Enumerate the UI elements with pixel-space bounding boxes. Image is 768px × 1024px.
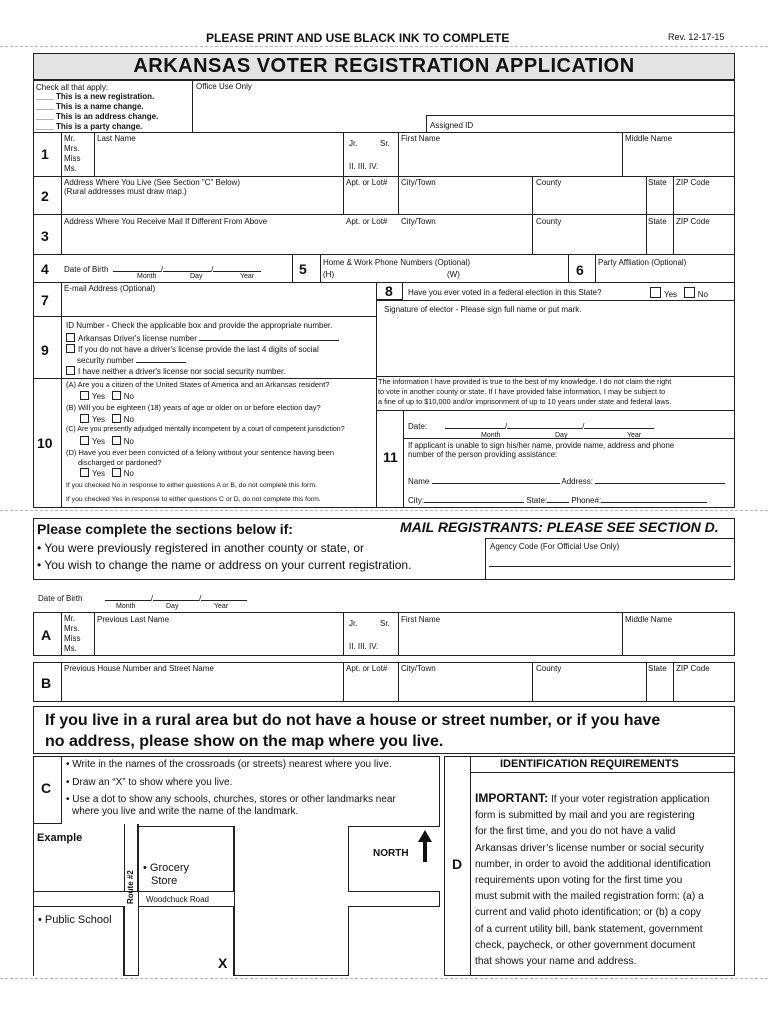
dob-blank — [201, 592, 247, 601]
dob-blank — [163, 263, 211, 272]
id-req-line: number, in order to avoid the additional identification — [475, 858, 711, 870]
title-ms: Ms. — [64, 164, 77, 173]
id-requirements-title: IDENTIFICATION REQUIREMENTS — [500, 758, 679, 770]
lower-dob-label: Date of Birth — [38, 594, 83, 603]
lower-dob-field[interactable]: Date of Birth / / — [38, 592, 247, 603]
jr-label: Jr. — [349, 139, 358, 148]
divider — [343, 662, 344, 702]
woodchuck-road-label: Woodchuck Road — [146, 895, 209, 904]
title-ms: Ms. — [64, 644, 77, 653]
map-block — [348, 906, 440, 976]
row-line — [403, 438, 735, 439]
divider — [192, 80, 193, 132]
assistant-name-label: Name — [408, 477, 430, 486]
id-requirements-text — [475, 790, 733, 970]
section-number: 8 — [385, 283, 393, 299]
row-line — [376, 410, 735, 411]
no-label: No — [123, 469, 134, 478]
check-all-label: Check all that apply: — [36, 83, 109, 92]
county-label: County — [536, 178, 562, 187]
checkbox[interactable] — [66, 366, 75, 375]
mail-registrants-note: MAIL REGISTRANTS: PLEASE SEE SECTION D. — [400, 519, 719, 535]
section-letter: A — [41, 627, 52, 643]
suffix-options: II. III. IV. — [349, 162, 379, 171]
lower-dob-day: Day — [166, 603, 179, 610]
row-line — [33, 214, 735, 215]
school-label: • Public School — [38, 914, 112, 926]
option-label: This is a party change. — [56, 122, 143, 131]
divider — [568, 254, 569, 282]
divider — [470, 756, 471, 976]
checkbox[interactable] — [66, 344, 75, 353]
option-label: This is a name change. — [56, 102, 144, 111]
title-miss: Miss — [64, 154, 81, 163]
zip-label: ZIP Code — [676, 217, 710, 226]
county-label: County — [536, 217, 562, 226]
lower-bullet-2: • You wish to change the name or address on your current registration. — [37, 558, 412, 572]
divider — [646, 662, 647, 702]
assistant-state-label: State: — [526, 496, 548, 505]
section-number: 5 — [299, 261, 307, 277]
center-divider — [376, 282, 377, 508]
federal-election-answers[interactable] — [650, 287, 708, 299]
id-option-label: security number — [77, 356, 134, 365]
lower-heading: Please complete the sections below if: — [37, 521, 293, 537]
grocery-label: • Grocery — [143, 862, 190, 874]
yes-label: Yes — [664, 290, 678, 299]
no-label: No — [123, 437, 134, 446]
lower-bullet-1: • You were previously registered in another county or state, or — [37, 541, 365, 555]
apt-label: Apt. or Lot# — [346, 217, 388, 226]
divider — [673, 662, 674, 702]
section-number: 9 — [41, 342, 49, 358]
important-label: IMPORTANT: — [475, 791, 549, 805]
id-blank — [136, 354, 186, 363]
id-blank — [199, 332, 339, 341]
north-arrow-icon — [418, 830, 432, 867]
id-option-drivers-license[interactable] — [66, 332, 339, 343]
divider — [61, 662, 62, 702]
id-req-line: must submit with the mailed registration form: (a) a — [475, 891, 704, 903]
mail-address-label: Address Where You Receive Mail If Different From Above — [64, 217, 268, 226]
checkbox-no[interactable] — [112, 468, 121, 477]
first-name-input[interactable] — [399, 133, 622, 176]
previous-house-label: Previous House Number and Street Name — [64, 664, 214, 673]
id-option-label: Arkansas Driver's license number — [78, 334, 197, 343]
row-line — [33, 176, 735, 177]
route-edge — [124, 906, 125, 976]
question-a-answers[interactable] — [80, 391, 134, 401]
zip-label: ZIP Code — [676, 178, 710, 187]
section-number: 10 — [37, 435, 53, 451]
example-label: Example — [37, 832, 83, 844]
yes-label: Yes — [92, 415, 106, 424]
assistant-blank — [595, 475, 725, 484]
num-column-line — [61, 132, 62, 254]
divider — [343, 612, 344, 656]
home-x-mark: X — [218, 955, 228, 971]
id-req-line: of a current utility bill, bank statement, government — [475, 923, 703, 935]
rural-text-2: no address, please show on the map where you live. — [45, 733, 444, 750]
dob-field[interactable]: Date of Birth / / — [64, 263, 261, 274]
map-edge — [234, 826, 235, 976]
suffix-options: II. III. IV. — [349, 642, 379, 651]
id-option-label: I have neither a driver's license nor social security number. — [78, 367, 286, 376]
last-name-input[interactable] — [95, 133, 343, 176]
id-req-line: for the first time, and you do not have a valid — [475, 826, 676, 838]
checkbox-yes[interactable] — [80, 468, 89, 477]
middle-name-label: Middle Name — [625, 615, 673, 624]
federal-election-question: Have you ever voted in a federal election in this State? — [408, 288, 602, 297]
title-miss: Miss — [64, 634, 81, 643]
divider — [622, 132, 623, 176]
party-label: Party Affliation (Optional) — [598, 258, 687, 267]
dob-blank — [153, 592, 199, 601]
question-d-cont: discharged or pardoned? — [78, 458, 162, 467]
dob-blank — [213, 263, 261, 272]
section-letter: C — [41, 780, 52, 796]
sr-label: Sr. — [380, 139, 390, 148]
date-blank — [445, 420, 505, 429]
last-name-label: Last Name — [97, 134, 136, 143]
option-address-change[interactable] — [36, 112, 158, 121]
section-letter: D — [452, 856, 463, 872]
assistant-city-field[interactable] — [408, 494, 707, 505]
title-mrs: Mrs. — [64, 624, 80, 633]
section-letter: B — [41, 675, 52, 691]
assistant-phone-label: Phone#: — [571, 496, 602, 505]
num-column-line — [61, 282, 62, 508]
declaration-line: The information I have provided is true to the best of my knowledge. I do not claim the right — [378, 377, 672, 386]
checkbox-no[interactable] — [112, 436, 121, 445]
county-label: County — [536, 664, 562, 673]
address-live-label: Address Where You Live (See Section "C" Below) — [64, 178, 240, 187]
ink-instruction: PLEASE PRINT AND USE BLACK INK TO COMPLETE — [206, 31, 510, 45]
dob-label: Date of Birth — [64, 265, 109, 274]
declaration-line: a fine of up to $10,000 and/or imprisonment of up to 10 years under state and federal laws. — [378, 397, 672, 406]
revision-label: Rev. 12-17-15 — [668, 32, 725, 42]
map-instruction-2: • Draw an “X” to show where you live. — [66, 777, 233, 788]
map-instruction-1: • Write in the names of the crossroads (or streets) nearest where you live. — [66, 759, 392, 770]
row-line — [33, 378, 376, 379]
lower-dob-month: Month — [116, 603, 136, 610]
phone-label: Home & Work Phone Numbers (Optional) — [323, 258, 471, 267]
question-a: (A) Are you a citizen of the United States of America and an Arkansas resident? — [66, 380, 330, 389]
question-c-answers[interactable] — [80, 436, 134, 446]
assistant-name-field[interactable] — [408, 475, 725, 486]
checkbox-yes[interactable] — [80, 436, 89, 445]
first-name-label: First Name — [401, 615, 441, 624]
first-name-label: First Name — [401, 134, 441, 143]
assistant-city-label: City: — [408, 496, 424, 505]
date-label: Date: — [408, 422, 428, 431]
apt-label: Apt. or Lot# — [346, 178, 388, 187]
previous-last-name-label: Previous Last Name — [97, 615, 170, 624]
title-options — [64, 614, 80, 654]
question-d-answers[interactable] — [80, 468, 134, 478]
option-blank: ____ — [36, 112, 54, 121]
option-party-change[interactable] — [36, 122, 142, 131]
zip-label: ZIP Code — [676, 664, 710, 673]
question-d: (D) Have you ever been convicted of a felony without your sentence having been — [66, 448, 335, 457]
date-blank — [584, 420, 654, 429]
note-c-d: If you checked Yes in response to either questions C or D, do not complete this form. — [66, 496, 321, 503]
checkbox[interactable] — [66, 333, 75, 342]
checkbox-yes[interactable] — [80, 391, 89, 400]
id-req-line: form is submitted by mail and you are registering — [475, 810, 695, 822]
signature-area[interactable] — [378, 316, 733, 374]
option-new-registration[interactable] — [36, 92, 154, 101]
assistant-address-label: Address: — [561, 477, 593, 486]
title-mr: Mr. — [64, 614, 76, 623]
email-label: E-mail Address (Optional) — [64, 284, 156, 293]
city-label: City/Town — [401, 217, 436, 226]
date-field[interactable]: Date: / / — [408, 420, 654, 431]
id-req-line: that shows your name and address. — [475, 956, 637, 968]
divider — [343, 132, 344, 214]
checkbox-no[interactable] — [112, 414, 121, 423]
store-label: Store — [151, 875, 178, 887]
state-label: State — [648, 178, 667, 187]
assistant-blank — [601, 494, 707, 503]
id-option-label: If you do not have a driver's license provide the last 4 digits of social — [78, 345, 319, 354]
yes-label: Yes — [92, 437, 106, 446]
title-mrs: Mrs. — [64, 144, 80, 153]
dob-blank — [105, 592, 151, 601]
section-number: 11 — [383, 449, 398, 465]
id-number-intro: ID Number - Check the applicable box and provide the appropriate number. — [66, 321, 333, 330]
rural-text-1: If you live in a rural area but do not have a house or street number, or if you have — [45, 712, 661, 729]
assistant-blank — [424, 494, 524, 503]
work-phone-label: (W) — [447, 270, 460, 279]
date-month-label: Month — [481, 432, 501, 439]
section-number: 3 — [41, 228, 49, 244]
id-req-line: If your voter registration application — [550, 794, 710, 805]
assistance-text: If applicant is unable to sign his/her name, provide name, address and phone — [408, 441, 675, 450]
row-line — [376, 300, 735, 301]
id-req-line: current and valid photo identification; or (b) a copy — [475, 907, 701, 919]
checkbox-no[interactable] — [112, 391, 121, 400]
yes-label: Yes — [92, 392, 106, 401]
state-label: State — [648, 664, 667, 673]
cut-line — [0, 510, 768, 511]
no-label: No — [123, 415, 134, 424]
divider — [292, 254, 293, 282]
option-name-change[interactable] — [36, 102, 144, 111]
divider — [532, 176, 533, 254]
id-req-line: Arkansas driver’s license number or social security — [475, 842, 704, 854]
assistant-blank — [547, 494, 569, 503]
title-mr: Mr. — [64, 134, 76, 143]
assigned-id-label: Assigned ID — [430, 121, 474, 130]
assistant-blank — [432, 475, 560, 484]
map-instruction-3-cont: where you live and write the name of the landmark. — [72, 806, 299, 817]
checkbox-yes[interactable] — [80, 414, 89, 423]
dob-day-label: Day — [190, 273, 203, 280]
checkbox-no[interactable] — [684, 287, 695, 298]
date-blank — [507, 420, 582, 429]
office-use-label: Office Use Only — [196, 82, 252, 91]
id-req-line: requirements upon voting for the first time you — [475, 875, 683, 887]
divider — [673, 176, 674, 254]
section-number: 4 — [41, 261, 49, 277]
form-title: ARKANSAS VOTER REGISTRATION APPLICATION — [133, 55, 635, 77]
divider — [622, 612, 623, 656]
title-options — [64, 134, 80, 174]
rural-note: (Rural addresses must draw map.) — [64, 187, 187, 196]
date-day-label: Day — [555, 432, 568, 439]
north-label: NORTH — [373, 848, 409, 859]
signature-label: Signature of elector - Please sign full name or put mark. — [384, 305, 582, 314]
sr-label: Sr. — [380, 619, 390, 628]
section-number: 1 — [41, 146, 49, 162]
question-c: (C) Are you presently adjudged mentally incompetent by a court of competent jurisdiction? — [66, 426, 345, 433]
map-instruction-3: • Use a dot to show any schools, churches, stores or other landmarks near — [66, 794, 396, 805]
id-req-line: check, paycheck, or other government document — [475, 939, 696, 951]
home-phone-label: (H) — [323, 270, 335, 279]
section-number: 6 — [576, 262, 584, 278]
cut-line — [0, 978, 768, 979]
lower-dob-year: Year — [214, 603, 229, 610]
middle-name-label: Middle Name — [625, 134, 673, 143]
jr-label: Jr. — [349, 619, 358, 628]
option-label: This is an address change. — [56, 112, 159, 121]
section-number: 2 — [41, 188, 49, 204]
divider — [398, 612, 399, 656]
row-line — [470, 772, 735, 773]
id-option-neither[interactable] — [66, 366, 285, 376]
option-blank: ____ — [36, 92, 54, 101]
cut-line — [0, 46, 768, 47]
route-edge — [124, 824, 125, 892]
row-line — [33, 254, 735, 255]
question-b: (B) Will you be eighteen (18) years of age or older on or before election day? — [66, 403, 321, 412]
date-year-label: Year — [627, 432, 642, 439]
divider — [595, 254, 596, 282]
divider — [320, 254, 321, 282]
divider — [532, 662, 533, 702]
agency-code-label: Agency Code (For Official Use Only) — [490, 542, 620, 551]
divider — [61, 612, 62, 656]
question-b-answers[interactable] — [80, 414, 134, 424]
state-label: State — [648, 217, 667, 226]
city-label: City/Town — [401, 178, 436, 187]
divider — [94, 612, 95, 656]
section-number: 7 — [41, 292, 49, 308]
agency-code-line — [489, 566, 731, 567]
divider — [646, 176, 647, 254]
option-label: This is a new registration. — [56, 92, 155, 101]
assistance-text: number of the person providing assistance: — [408, 450, 558, 459]
row-line — [33, 316, 376, 317]
city-label: City/Town — [401, 664, 436, 673]
dob-month-label: Month — [137, 273, 157, 280]
ssn-line — [77, 354, 186, 365]
no-label: No — [697, 290, 708, 299]
dob-year-label: Year — [240, 273, 255, 280]
no-label: No — [123, 392, 134, 401]
divider — [398, 662, 399, 702]
dob-blank — [113, 263, 161, 272]
yes-label: Yes — [92, 469, 106, 478]
divider — [403, 410, 404, 508]
declaration-line: to vote in another county or state. If I have provided false information, I may be subject to — [378, 387, 666, 396]
apt-label: Apt. or Lot# — [346, 664, 388, 673]
id-option-ssn[interactable] — [66, 344, 319, 354]
checkbox-yes[interactable] — [650, 287, 661, 298]
route-label: Route #2 — [126, 870, 135, 904]
option-blank: ____ — [36, 122, 54, 131]
option-blank: ____ — [36, 102, 54, 111]
note-a-b: If you checked No in response to either questions A or B, do not complete this form. — [66, 482, 317, 489]
